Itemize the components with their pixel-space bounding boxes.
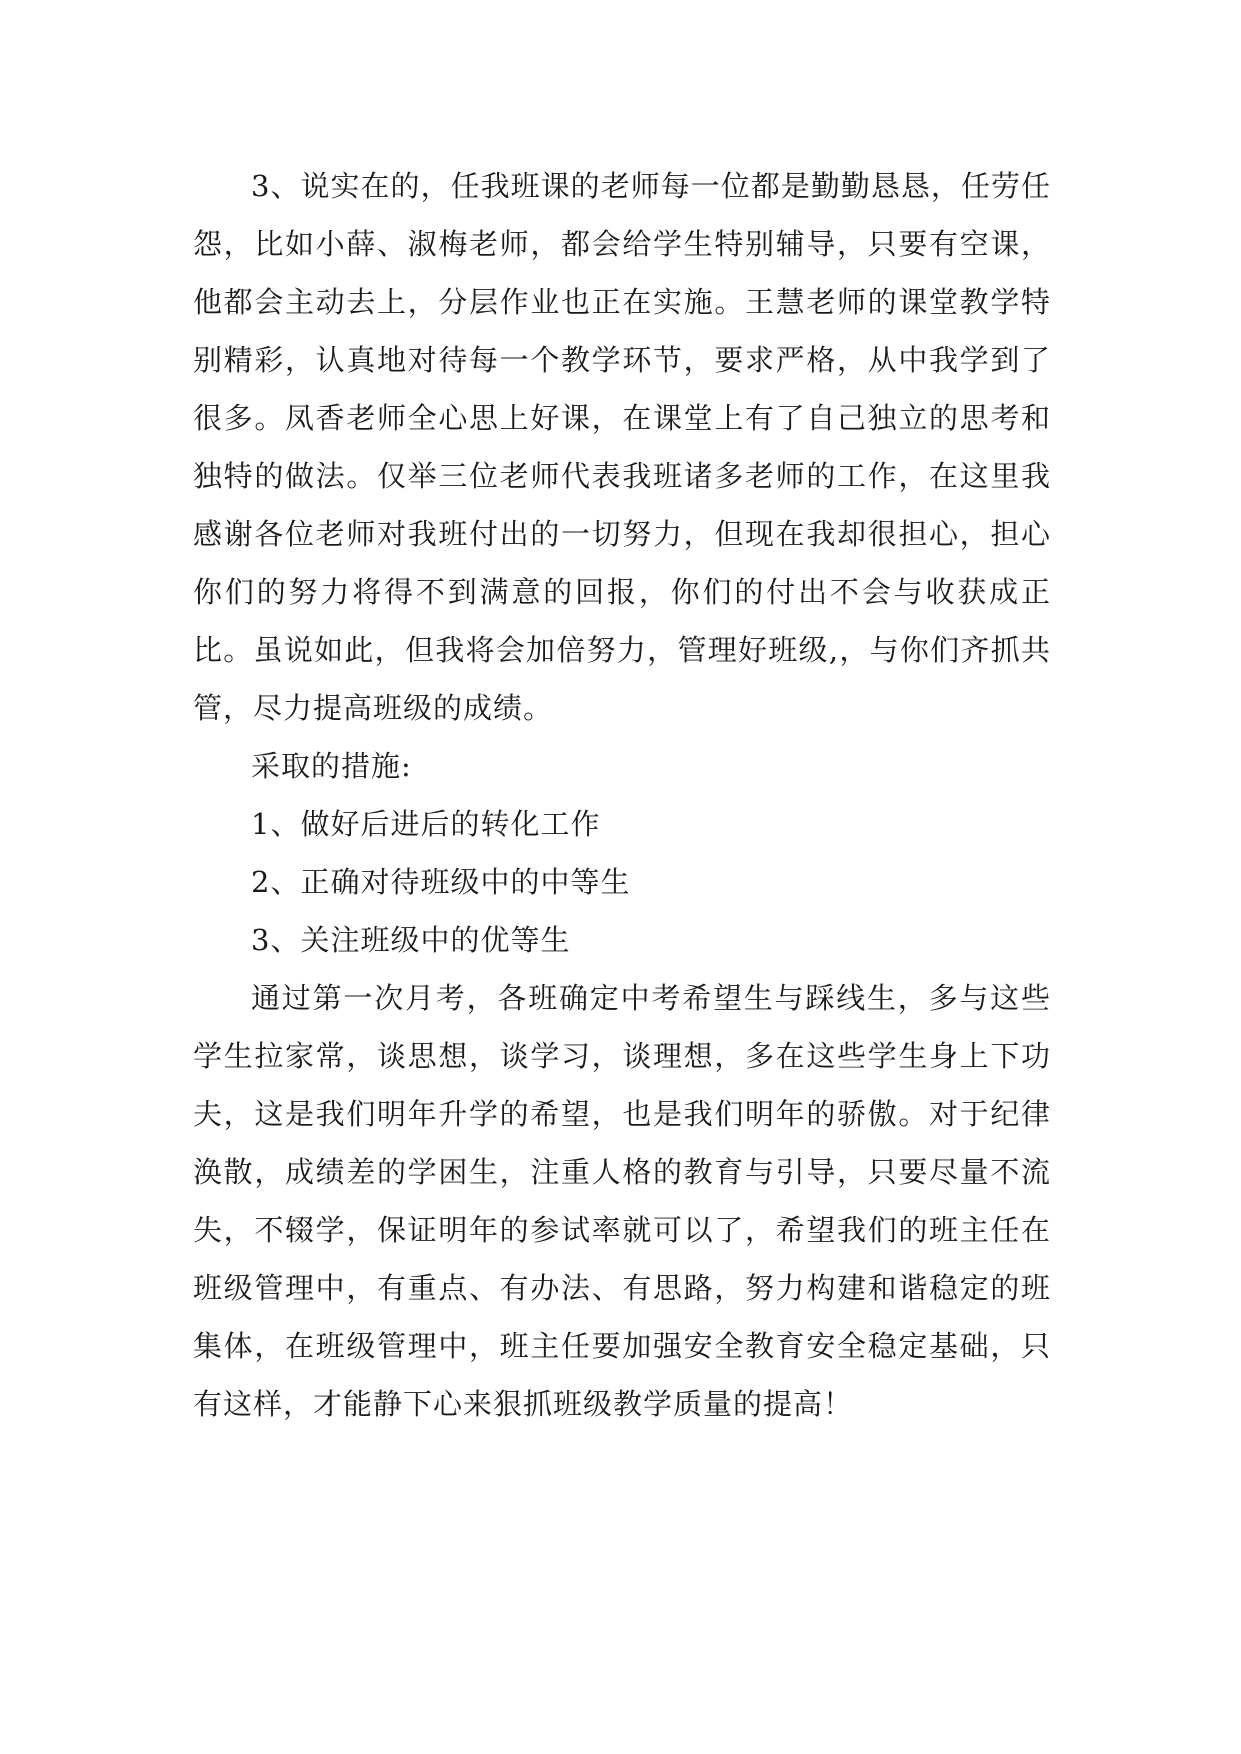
measures-list (193, 795, 1051, 969)
measure-item-2: 2、正确对待班级中的中等生 (251, 865, 631, 899)
paragraph-teachers: 3、说实在的，任我班课的老师每一位都是勤勤恳恳，任劳任怨，比如小薛、淑梅老师，都会给学生特别辅导，只要有空课，他都会主动去上，分层作业也正在实施。王慧老师的课堂教学特别精彩，认真地对待每一个教学环节，要求严格，从中我学到了很多。凤香老师全心思上好课，在课堂上有了自己独立的思考和独特的做法。仅举三位老师代表我班诸多老师的工作，在这里我感谢各位老师对我班付出的一切努力，但现在我却很担心，担心你们的努力将得不到满意的回报，你们的付出不会与收获成正比。虽说如此，但我将会加倍努力，管理好班级,，与你们齐抓共管，尽力提高班级的成绩。 (193, 169, 1051, 725)
paragraph-closing: 通过第一次月考，各班确定中考希望生与踩线生，多与这些学生拉家常，谈思想，谈学习，谈理想，多在这些学生身上下功夫，这是我们明年升学的希望，也是我们明年的骄傲。对于纪律涣散，成绩差的学困生，注重人格的教育与引导，只要尽量不流失，不辍学，保证明年的参试率就可以了，希望我们的班主任在班级管理中，有重点、有办法、有思路，努力构建和谐稳定的班集体，在班级管理中，班主任要加强安全教育安全稳定基础，只有这样，才能静下心来狠抓班级教学质量的提高！ (193, 981, 1051, 1421)
measure-item-3: 3、关注班级中的优等生 (251, 923, 571, 957)
document-page (193, 157, 1051, 1433)
measure-item-1: 1、做好后进后的转化工作 (251, 807, 601, 841)
measures-heading: 采取的措施: (251, 749, 412, 783)
